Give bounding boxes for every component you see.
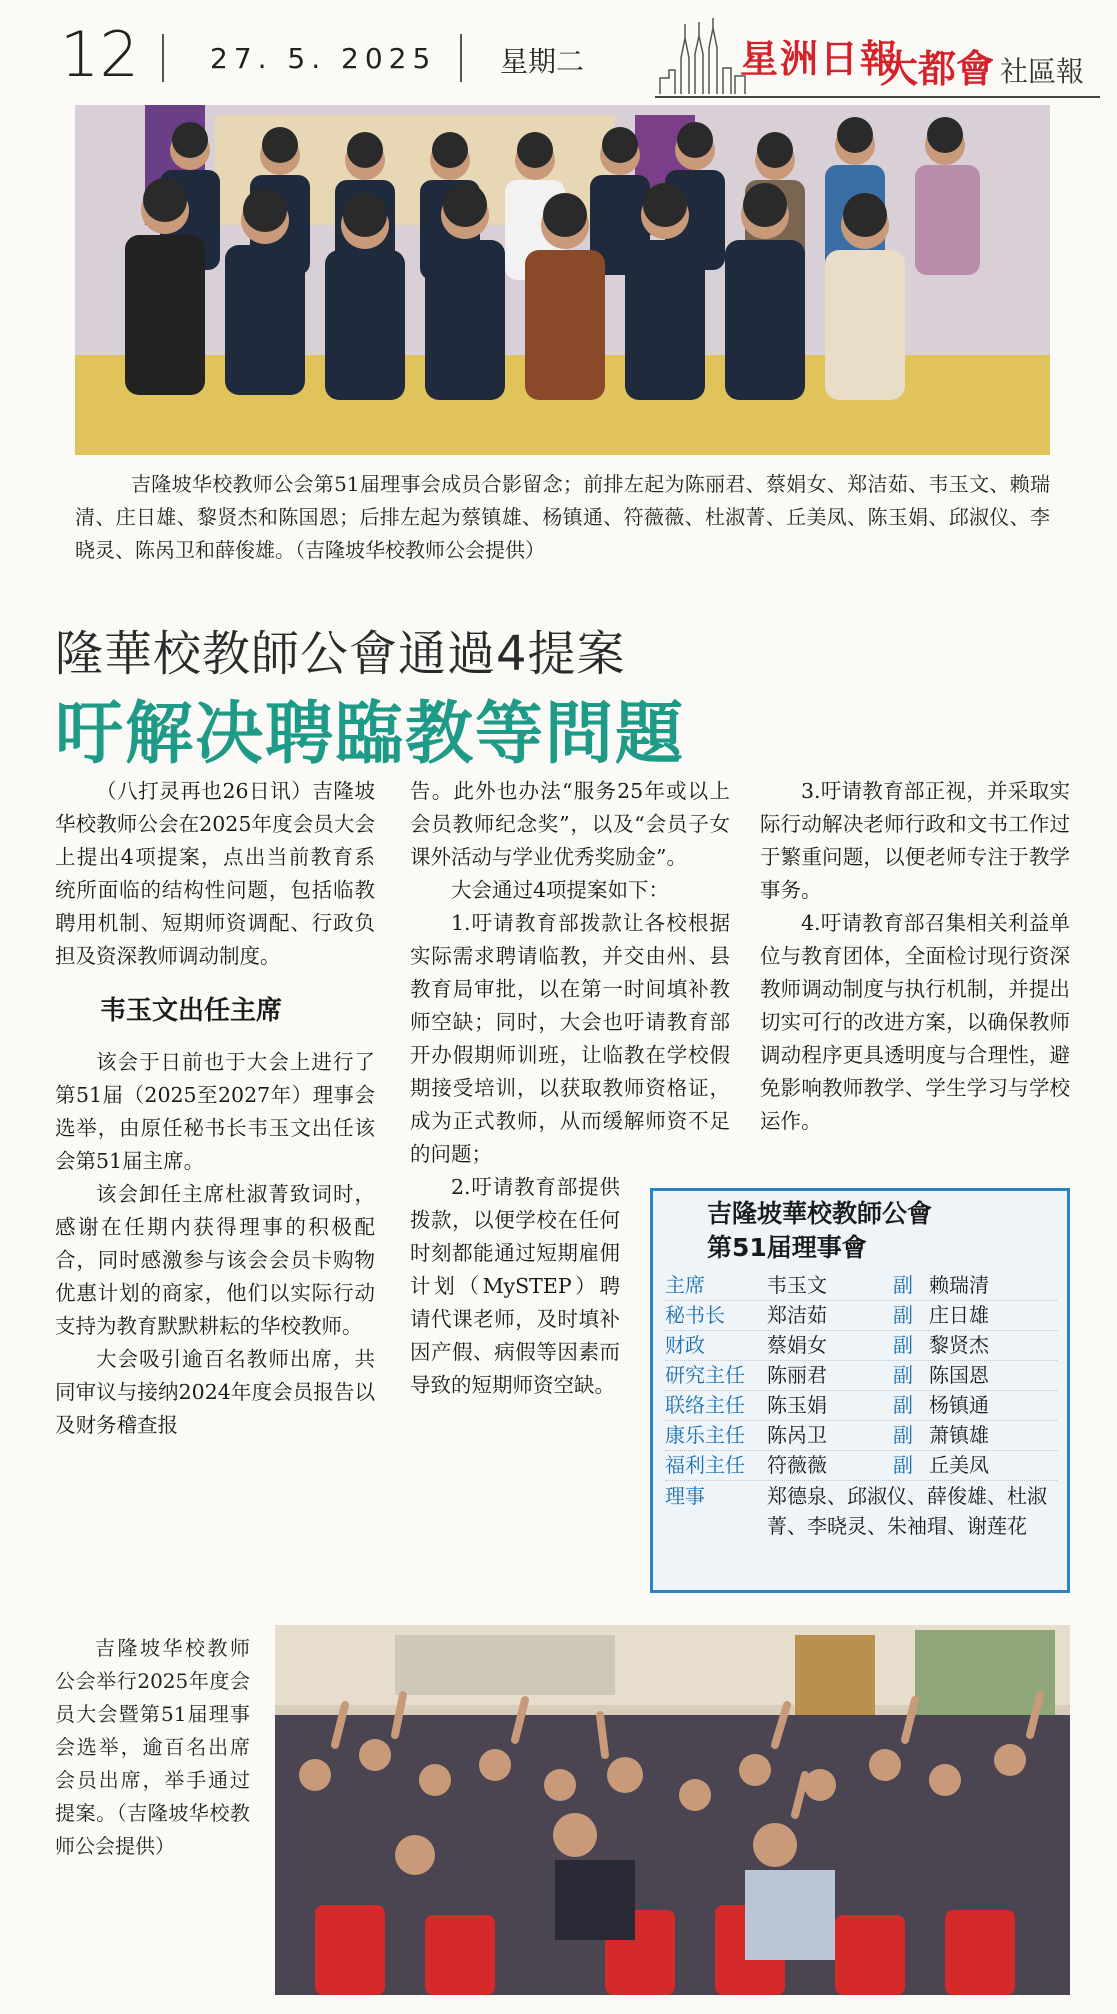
committee-row: 康乐主任 陈呙卫 副 萧镇雄 (665, 1421, 1057, 1451)
divider (460, 34, 462, 82)
section-subtitle: 社區報 (1000, 55, 1085, 88)
group-photo-caption: 吉隆坡华校教师公会第51届理事会成员合影留念；前排左起为陈丽君、蔡娟女、郑洁茹、韦玉文、赖瑞清、庄日雄、黎贤杰和陈国恩；后排左起为蔡镇雄、杨镇通、符薇薇、杜淑菁、丘美凤、陈玉娟、邱淑仪、李晓灵、陈呙卫和薛俊雄。（吉隆坡华校教师公会提供） (75, 472, 1050, 562)
page-header (50, 18, 1117, 98)
paragraph: （八打灵再也26日讯）吉隆坡华校教师公会在2025年度会员大会上提出4项提案，点出当前教育系统所面临的结构性问题，包括临教聘用机制、短期师资调配、行政负担及资深教师调动制度。 (55, 779, 375, 968)
meeting-photo-caption: 吉隆坡华校教师公会举行2025年度会员大会暨第51届理事会选举，逾百名出席会员出席，举手通过提案。（吉隆坡华校教师公会提供） (55, 1636, 250, 1858)
paragraph: 大会吸引逾百名教师出席，共同审议与接纳2024年度会员报告以及财务稽查报 (55, 1347, 375, 1437)
committee-row: 研究主任 陈丽君 副 陈国恩 (665, 1361, 1057, 1391)
committee-row: 联络主任 陈玉娟 副 杨镇通 (665, 1391, 1057, 1421)
committee-row: 主席 韦玉文 副 赖瑞清 (665, 1271, 1057, 1301)
paragraph: 该会卸任主席杜淑菁致词时，感谢在任期内获得理事的积极配合，同时感激参与该会会员卡购物优惠计划的商家，他们以实际行动支持为教育默默耕耘的华校教师。 (55, 1182, 375, 1338)
meeting-photo-illustration (275, 1625, 1070, 1995)
group-photo-illustration (75, 105, 1050, 455)
paragraph: 告。此外也办法“服务25年或以上会员教师纪念奖”，以及“会员子女课外活动与学业优秀奖励金”。 (410, 779, 730, 869)
article-headline: 吁解决聘臨教等問題 (55, 695, 686, 774)
paragraph: 大会通过4项提案如下： (451, 878, 670, 902)
weekday: 星期二 (500, 45, 585, 78)
paragraph: 该会于日前也于大会上进行了第51届（2025至2027年）理事会选举，由原任秘书长韦玉文出任该会第51届主席。 (55, 1050, 375, 1173)
committee-row: 财政 蔡娟女 副 黎贤杰 (665, 1331, 1057, 1361)
committee-box (650, 1188, 1070, 1593)
committee-row: 福利主任 符薇薇 副 丘美凤 (665, 1451, 1057, 1481)
subheading: 韦玉文出任主席 (100, 996, 283, 1026)
section-logo: 大都會 (880, 47, 995, 91)
paragraph: 4.吁请教育部召集相关利益单位与教育团体，全面检讨现行资深教师调动制度与执行机制，并提出切实可行的改进方案，以确保教师调动程序更具透明度与合理性，避免影响教师教学、学生学习与学校运作。 (760, 911, 1070, 1133)
committee-members: 理事 郑德泉、邱淑仪、薛俊雄、杜淑菁、李晓灵、朱袖瑁、谢莲花 (665, 1484, 1047, 1538)
divider (162, 34, 164, 82)
header-rule (655, 96, 1100, 98)
paragraph: 3.吁请教育部正视，并采取实际行动解决老师行政和文书工作过于繁重问题，以便老师专注于教学事务。 (760, 779, 1070, 902)
issue-date: 27. 5. 2025 (210, 42, 437, 75)
meeting-photo (275, 1625, 1070, 1995)
committee-row: 秘书长 郑洁茹 副 庄日雄 (665, 1301, 1057, 1331)
committee-title: 吉隆坡華校教師公會 第51届理事會 (707, 1199, 933, 1262)
article-column-c (760, 775, 1070, 1138)
article-column-a (55, 775, 375, 1442)
brand-logo: 星洲日報 (740, 37, 901, 81)
paragraph: 2.吁请教育部提供拨款，以便学校在任何时刻都能通过短期雇佣计划（MySTEP）聘请代课老师，及时填补因产假、病假等因素而导致的短期师资空缺。 (410, 1175, 620, 1397)
article-kicker: 隆華校教師公會通過4提案 (55, 626, 626, 682)
group-photo (75, 105, 1050, 455)
paragraph: 1.吁请教育部拨款让各校根据实际需求聘请临教，并交由州、县教育局审批，以在第一时间填补教师空缺；同时，大会也吁请教育部开办假期师训班，让临教在学校假期接受培训，以获取教师资格证，成为正式教师，从而缓解师资不足的问题； (410, 911, 730, 1166)
page-number: 12 (60, 18, 139, 91)
